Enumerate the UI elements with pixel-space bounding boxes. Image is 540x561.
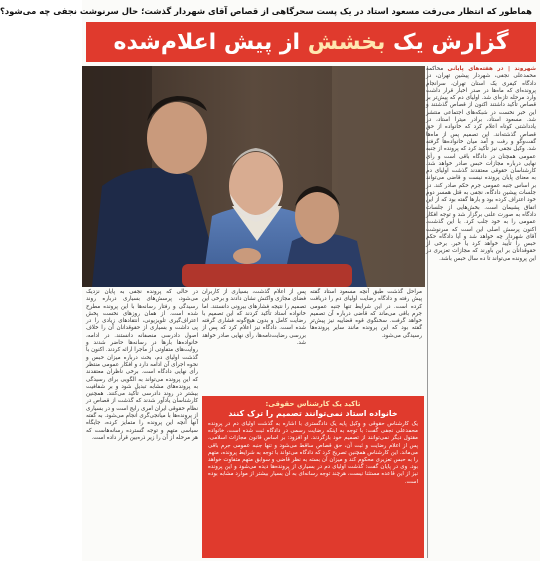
headline-post: از پیش اعلام‌شده	[113, 29, 308, 55]
box-title: تاکید یک کارشناس حقوقی:	[265, 400, 361, 408]
headline	[113, 30, 508, 55]
right-column-lead: شهروند | در هفته‌های پایانی	[447, 66, 536, 72]
right-column	[426, 66, 536, 558]
left-column: در حالی که پرونده نجفی به پایان نزدیک می‌شود، پرسش‌های بسیاری درباره روند رسیدگی و رفتار رسانه‌ها با این پرونده مطرح شده است. از همان روزهای نخست پخش اعتراف‌گیری تلویزیونی، انتقادهای زیادی را در پی داشت و بسیاری از حقوقدانان آن را خلاف اصول دادرسی منصفانه دانستند. در ادامه، خانواده‌ها بارها در رسانه‌ها حاضر شدند و روایت‌های متفاوتی از ماجرا ارائه کردند. اکنون با گذشت اولیای دم، بحث درباره میزان حبس و نحوه اجرای آن ادامه دارد و افکار عمومی منتظر رأی نهایی دادگاه است. برخی ناظران معتقدند که این پرونده می‌تواند به الگویی برای رسیدگی به پرونده‌های مشابه تبدیل شود و بر شفافیت بیشتر در روند دادرسی تأکید می‌کنند. همچنین کارشناسان یادآور شدند که گذشت از قصاص در نظام حقوقی ایران امری رایج است و در بسیاری از پرونده‌ها با میانجی‌گری انجام می‌شود. به گفته آنها آنچه این پرونده را متمایز کرده، جایگاه سیاسی متهم و توجه گسترده رسانه‌هاست که هر مرحله از آن را زیر ذره‌بین قرار داده است.	[86, 289, 198, 441]
expert-box	[202, 396, 424, 558]
box-subtitle: خانواده استاد نمی‌توانند تصمیم را ترک کنند	[228, 409, 398, 418]
headline-banner	[86, 22, 536, 62]
courtroom-photo	[82, 66, 425, 287]
middle-column-left: پس از اعلام گذشت، بسیاری از کاربران فضای مجازی واکنش نشان دادند و برخی این تصمیم را نتیجه فشارهای بیرونی دانستند. اما خانواده استاد تأکید کردند که این تصمیم با رضایت کامل و بدون هیچ‌گونه فشاری گرفته شده است. دادگاه نیز اعلام کرد که پس از بررسی رضایت‌نامه‌ها، رأی نهایی صادر خواهد شد.	[202, 289, 306, 347]
kicker-line: هماطور که انتظار می‌رفت مسعود استاد در یک پست سحرگاهی از قصاص آقای شهردار گذشت؛ حال سرنوشت نجفی چه می‌شود؟	[0, 6, 532, 16]
box-body: یک کارشناس حقوقی و وکیل پایه یک دادگستری با اشاره به گذشت اولیای دم در پرونده محمدعلی نجفی گفت: با توجه به اینکه رضایت رسمی در دادگاه ثبت شده است، خانواده مقتول دیگر نمی‌توانند از تصمیم خود بازگردند. او افزود: بر اساس قانون مجازات اسلامی، پس از اعلام رضایت و ثبت آن، حق قصاص ساقط می‌شود و تنها جنبه عمومی جرم باقی می‌ماند. این کارشناس همچنین تصریح کرد که دادگاه می‌تواند با توجه به شرایط پرونده، متهم را به حبس تعزیری محکوم کند و میزان آن بسته به نظر قاضی و سوابق متهم متفاوت خواهد بود. وی در پایان گفت: گذشت اولیای دم در بسیاری از پرونده‌ها دیده می‌شود و این پرونده نیز از این قاعده مستثنا نیست، هرچند توجه رسانه‌ای به آن بسیار بیشتر از موارد مشابه بوده است.	[208, 421, 418, 485]
middle-column-right: مراحل گذشت طبق آنچه مسعود استاد گفته پیش رفته و دادگاه رضایت اولیای دم را دریافت کرده است. در این شرایط تنها جنبه عمومی جرم باقی می‌ماند که قاضی درباره آن تصمیم خواهد گرفت. سخنگوی قوه قضاییه نیز پیش‌تر گفته بود که این پرونده مانند سایر پرونده‌ها رسیدگی می‌شود.	[310, 289, 422, 339]
headline-highlight: بخشش	[307, 29, 386, 55]
right-column-body: محاکمه محمدعلی نجفی، شهردار پیشین تهران، در دادگاه کیفری یک استان تهران، سرانجام پرونده‌ای که ماه‌ها در صدر اخبار قرار داشت وارد مرحله تازه‌ای شد. اولیای دم که پیش‌تر بر قصاص تأکید داشتند اکنون از قصاص گذشتند و این خبر نخست در شبکه‌های اجتماعی منتشر شد. مسعود استاد، برادر میترا استاد، در یادداشتی کوتاه اعلام کرد که خانواده از حق قصاص گذشته‌اند. این تصمیم پس از ماه‌ها گفت‌وگو و رفت و آمد میان خانواده‌ها گرفته شد. وکیل نجفی نیز تأکید کرد که پرونده از جنبه عمومی همچنان در دادگاه باقی است و رأی نهایی درباره مجازات حبس صادر خواهد شد. کارشناسان حقوقی معتقدند گذشت اولیای دم به معنای پایان پرونده نیست و قاضی می‌تواند بر اساس جنبه عمومی جرم حکم صادر کند. در جلسات پیشین دادگاه، نجفی به قتل همسر دوم خود اعتراف کرده بود و بارها گفته بود که از این اتفاق پشیمان است. بخش‌هایی از جلسات دادگاه به صورت علنی برگزار شد و توجه افکار عمومی را به خود جلب کرد. با این گذشت، اکنون پرسش اصلی این است که سرنوشت آقای شهردار چه خواهد شد و آیا دادگاه حکم حبس را تأیید خواهد کرد یا خیر. برخی از حقوقدانان بر این باورند که مجازات تعزیری در این پرونده می‌تواند تا ده سال حبس باشد.	[426, 66, 536, 262]
headline-pre: گزارش یک	[393, 29, 509, 55]
